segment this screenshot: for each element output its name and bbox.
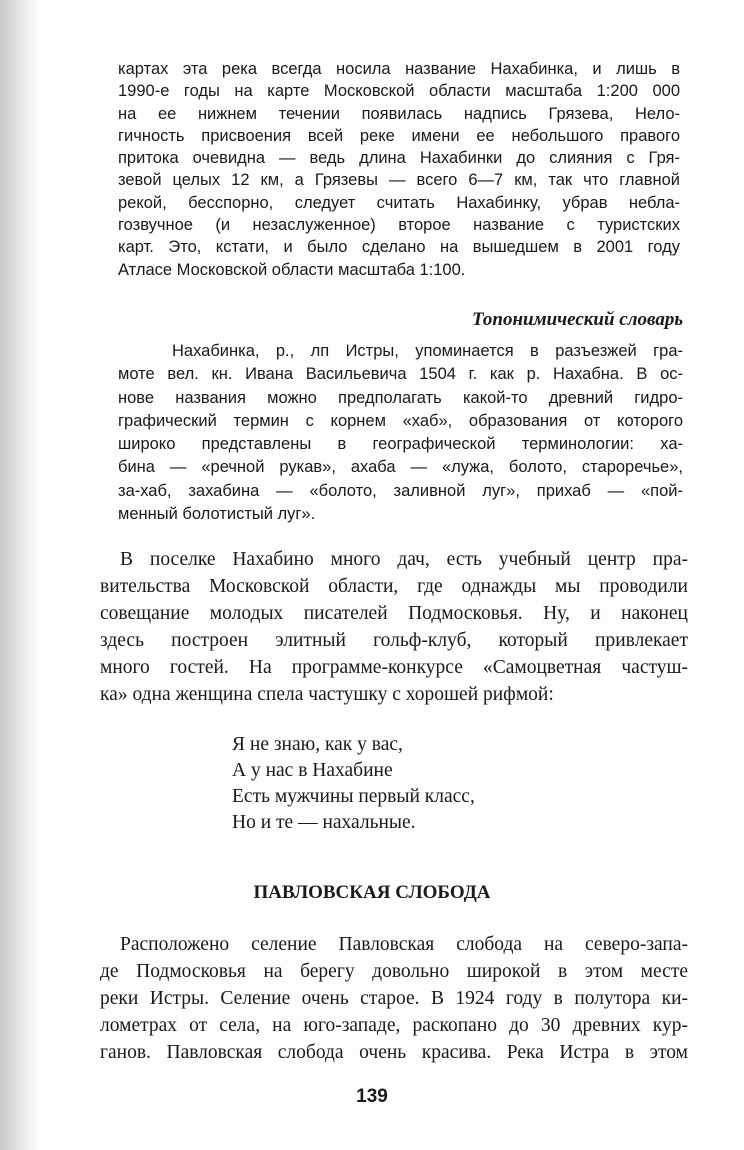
- text-line: Атласе Московской области масштаба 1:100.: [118, 260, 466, 279]
- text-line: 1990-е годы на карте Московской области масштаба 1:200 000: [118, 82, 680, 101]
- text-line: бина — «речной рукав», ахаба — «лужа, болото, староречье»,: [118, 458, 683, 477]
- poem-line: Есть мужчины первый класс,: [232, 786, 475, 807]
- text-line: графический термин с корнем «хаб», образования от которого: [118, 411, 683, 430]
- text-line: менный болотистый луг».: [118, 505, 316, 524]
- section-paragraph: [100, 931, 688, 1066]
- poem-line: А у нас в Нахабине: [232, 760, 393, 781]
- text-line: ганов. Павловская слобода очень красива. Река Истра в этом: [100, 1042, 688, 1063]
- text-line: здесь построен элитный гольф-клуб, который привлекает: [100, 630, 688, 651]
- text-line: за-хаб, захабина — «болото, заливной луг», прихаб — «пой-: [118, 481, 683, 500]
- text-line: вительства Московской области, где однажды мы проводили: [100, 576, 688, 597]
- poem: [232, 732, 475, 836]
- text-line: де Подмосковья на берегу довольно широкой в этом месте: [100, 961, 688, 982]
- text-line: на ее нижнем течении появилась надпись Грязева, Нело-: [118, 104, 680, 123]
- text-line: картах эта река всегда носила название Нахабинка, и лишь в: [118, 60, 680, 78]
- section-heading: ПАВЛОВСКАЯ СЛОБОДА: [253, 882, 491, 903]
- text-line: Расположено селение Павловская слобода на северо-запа-: [120, 934, 688, 955]
- text-line: зевой целых 12 км, а Грязевы — всего 6—7 км, так что главной: [118, 171, 680, 190]
- text-line: реки Истры. Селение очень старое. В 1924 году в полутора ки-: [100, 988, 688, 1009]
- text-line: гичность присвоения всей реке имени ее небольшого правого: [118, 126, 680, 145]
- text-line: В поселке Нахабино много дач, есть учебный центр пра-: [120, 549, 688, 570]
- poem-line: Но и те — нахальные.: [232, 812, 416, 833]
- text-line: гозвучное (и незаслуженное) второе название с туристских: [118, 216, 680, 235]
- dictionary-title: Топонимический словарь: [471, 309, 683, 330]
- text-line: притока очевидна — ведь длина Нахабинки до слияния с Гря-: [118, 149, 680, 168]
- text-line: Нахабинка, р., лп Истры, упоминается в разъезжей гра-: [172, 342, 683, 360]
- dictionary-entry: [118, 340, 683, 526]
- main-paragraph: [100, 546, 688, 708]
- text-line: ка» одна женщина спела частушку с хорошей рифмой:: [100, 684, 554, 705]
- text-line: нове названия можно предполагать какой-то древний гидро-: [118, 388, 683, 407]
- scan-edge-shadow: [0, 0, 40, 1150]
- text-line: рекой, бесспорно, следует считать Нахабинку, убрав небла-: [118, 193, 680, 212]
- page-number: 139: [356, 1086, 388, 1107]
- text-line: карт. Это, кстати, и было сделано на вышедшем в 2001 году: [118, 238, 680, 257]
- text-line: моте вел. кн. Ивана Васильевича 1504 г. как р. Нахабна. В ос-: [118, 365, 683, 384]
- text-line: совещание молодых писателей Подмосковья. Ну, и наконец: [100, 603, 688, 624]
- text-line: лометрах от села, на юго-западе, раскопано до 30 древних кур-: [100, 1015, 688, 1036]
- text-line: широко представлены в географической терминологии: ха-: [118, 435, 683, 454]
- top-paragraph: [118, 58, 680, 281]
- poem-line: Я не знаю, как у вас,: [232, 734, 403, 755]
- text-line: много гостей. На программе-конкурсе «Самоцветная частуш-: [100, 657, 688, 678]
